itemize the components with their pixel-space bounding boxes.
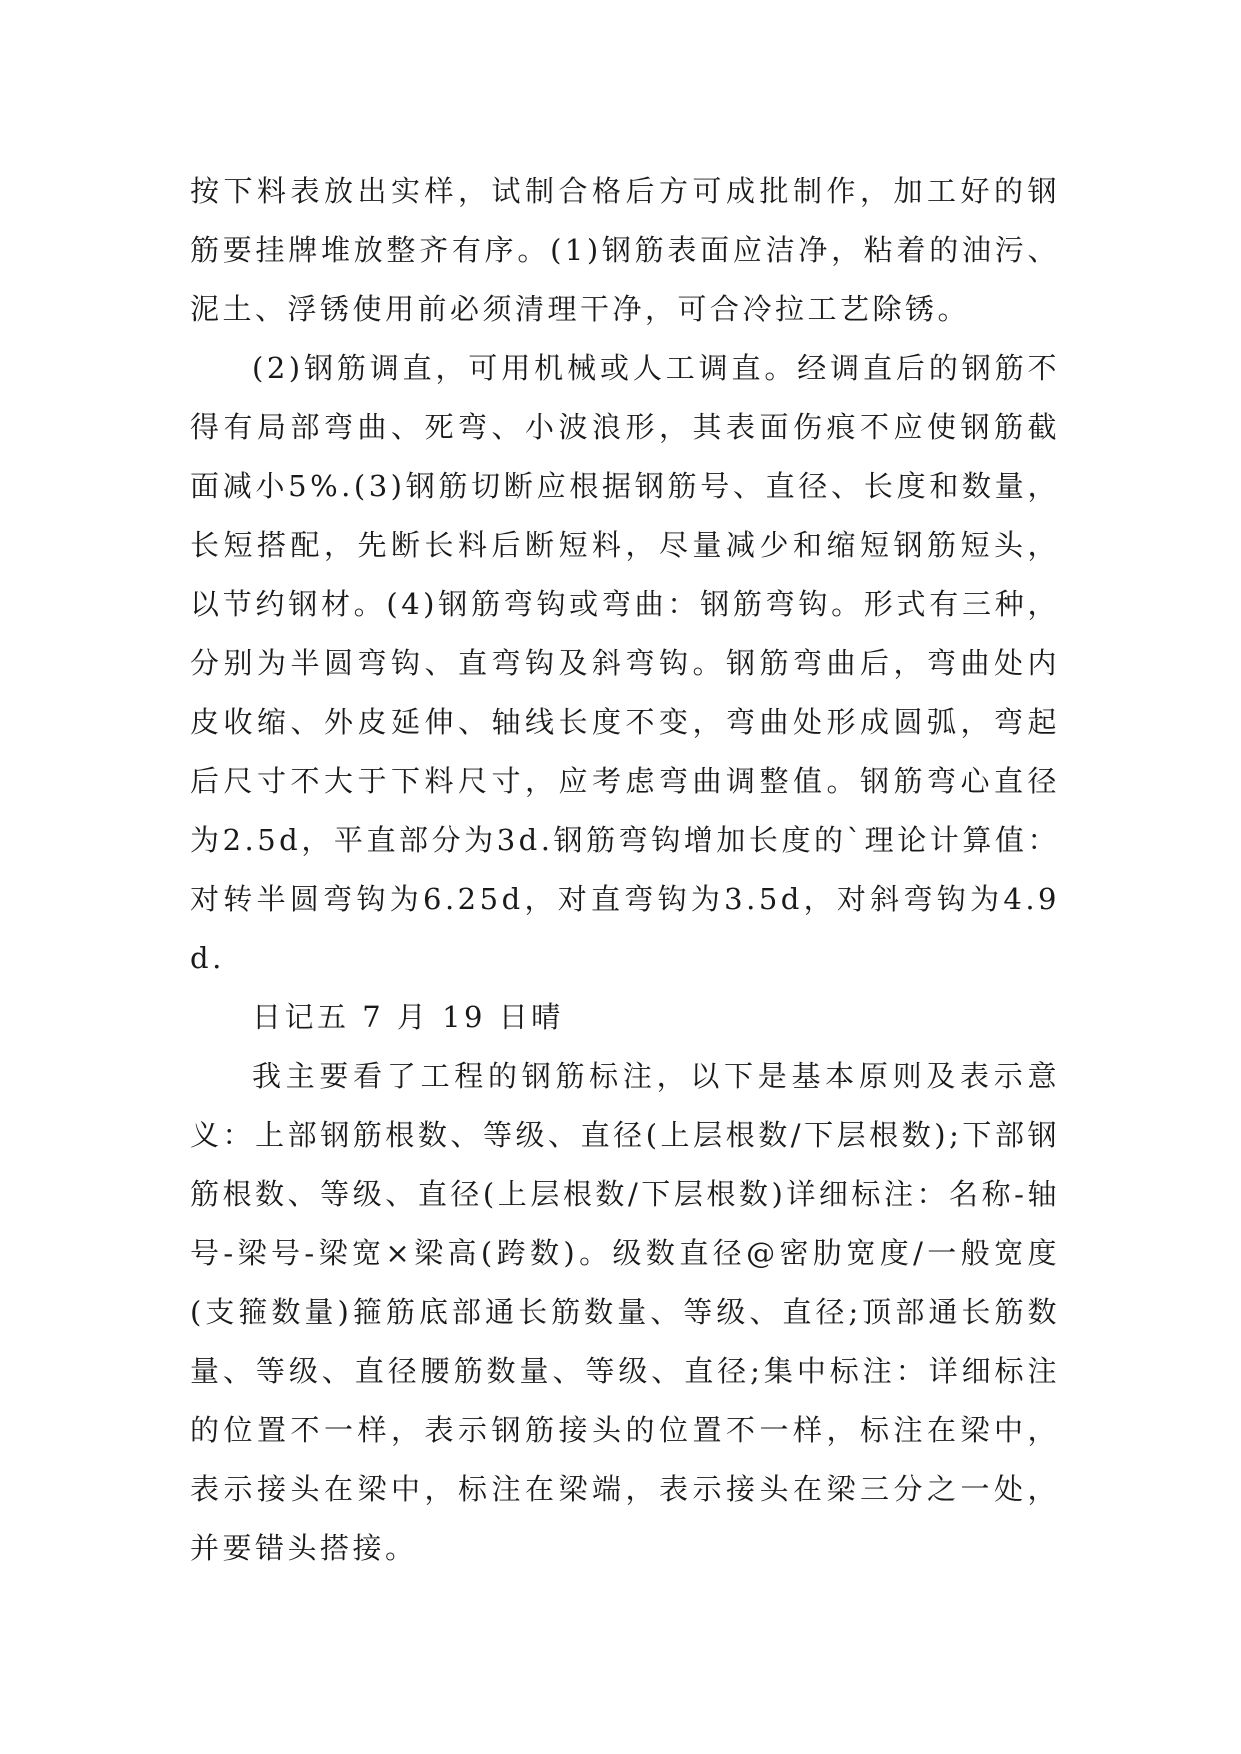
paragraph-rebar-processing-intro: 按下料表放出实样，试制合格后方可成批制作，加工好的钢筋要挂牌堆放整齐有序。(1)钢筋表面应洁净，粘着的油污、泥土、浮锈使用前必须清理干净，可合冷拉工艺除锈。 [190,174,1060,326]
diary-date-heading: 日记五 7 月 19 日晴 [252,1000,564,1034]
paragraph-rebar-straightening-bending: (2)钢筋调直，可用机械或人工调直。经调直后的钢筋不得有局部弯曲、死弯、小波浪形，其表面伤痕不应使钢筋截面减小5%.(3)钢筋切断应根据钢筋号、直径、长度和数量，长短搭配，先断长料后断短料，尽量减少和缩短钢筋短头，以节约钢材。(4)钢筋弯钩或弯曲：钢筋弯钩。形式有三种，分别为半圆弯钩、直弯钩及斜弯钩。钢筋弯曲后，弯曲处内皮收缩、外皮延伸、轴线长度不变，弯曲处形成圆弧，弯起后尺寸不大于下料尺寸，应考虑弯曲调整值。钢筋弯心直径为2.5d，平直部分为3d.钢筋弯钩增加长度的`理论计算值：对转半圆弯钩为6.25d，对直弯钩为3.5d，对斜弯钩为4.9d. [190,351,1060,975]
paragraph-rebar-annotation: 我主要看了工程的钢筋标注，以下是基本原则及表示意义：上部钢筋根数、等级、直径(上层根数/下层根数);下部钢筋根数、等级、直径(上层根数/下层根数)详细标注：名称-轴号-梁号-梁宽×梁高(跨数)。级数直径@密肋宽度/一般宽度(支箍数量)箍筋底部通长筋数量、等级、直径;顶部通长筋数量、等级、直径腰筋数量、等级、直径;集中标注：详细标注的位置不一样，表示钢筋接头的位置不一样，标注在梁中，表示接头在梁中，标注在梁端，表示接头在梁三分之一处，并要错头搭接。 [190,1059,1060,1565]
document-body [190,162,1060,1578]
